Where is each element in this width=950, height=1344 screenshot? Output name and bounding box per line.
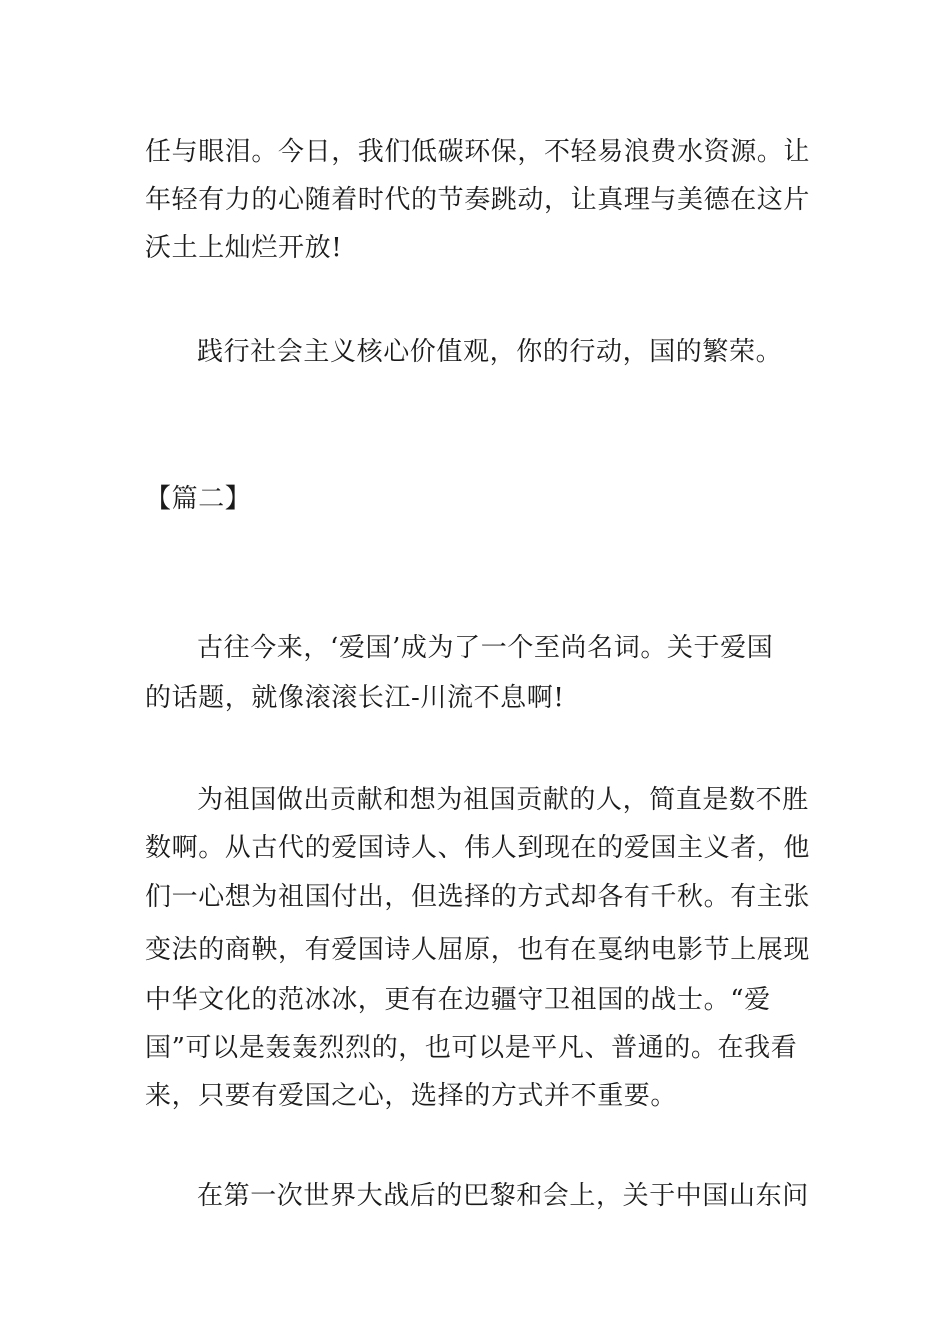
text-line: 为祖国做出贡献和想为祖国贡献的人，简直是数不胜 <box>197 785 809 815</box>
text-line: 们一心想为祖国付出，但选择的方式却各有千秋。有主张 <box>145 882 811 912</box>
text-line: 中华文化的范冰冰，更有在边疆守卫祖国的战士。“爱 <box>145 985 771 1015</box>
text-line: 的话题，就像滚滚长江-川流不息啊! <box>145 683 565 713</box>
text-line: 古往今来，‘爱国’成为了一个至尚名词。关于爱国 <box>197 633 774 663</box>
section-heading: 【篇二】 <box>145 484 252 514</box>
text-line: 年轻有力的心随着时代的节奏跳动，让真理与美德在这片 <box>145 185 811 215</box>
text-line: 变法的商鞅，有爱国诗人屈原，也有在戛纳电影节上展现 <box>145 935 811 965</box>
text-line: 在第一次世界大战后的巴黎和会上，关于中国山东问 <box>197 1181 809 1211</box>
text-line: 沃土上灿烂开放! <box>145 233 343 263</box>
text-line: 数啊。从古代的爱国诗人、伟人到现在的爱国主义者，他 <box>145 833 811 863</box>
text-line: 践行社会主义核心价值观，你的行动，国的繁荣。 <box>197 337 783 367</box>
text-line: 来，只要有爱国之心，选择的方式并不重要。 <box>145 1081 678 1111</box>
text-line: 国”可以是轰轰烈烈的，也可以是平凡、普通的。在我看 <box>145 1033 798 1063</box>
text-line: 任与眼泪。今日，我们低碳环保，不轻易浪费水资源。让 <box>145 137 811 167</box>
